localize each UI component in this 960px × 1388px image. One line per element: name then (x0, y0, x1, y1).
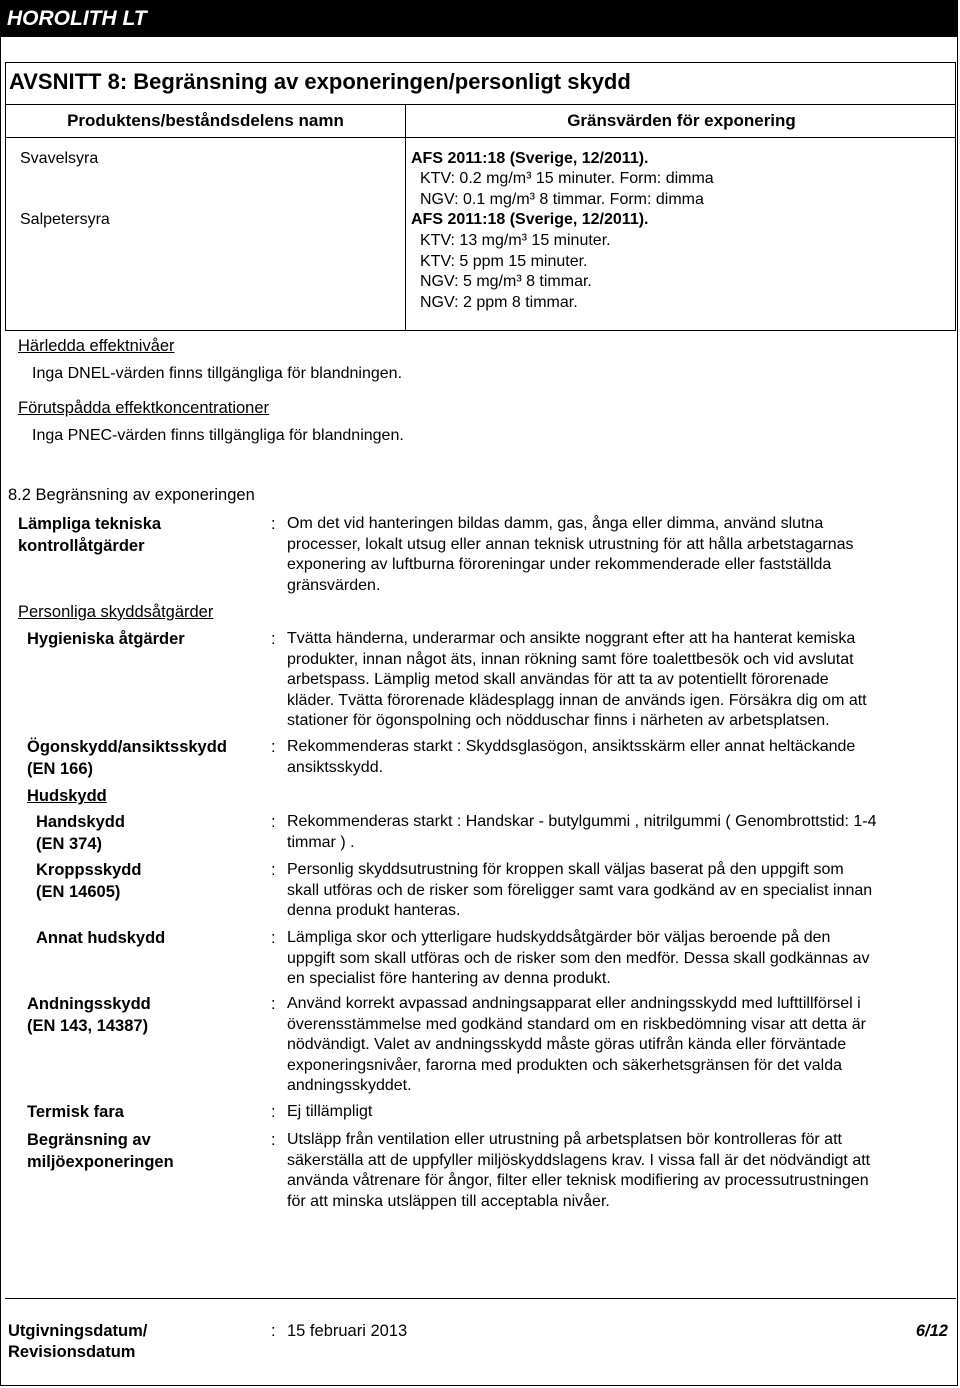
pnec-text: Inga PNEC-värden finns tillgängliga för blandningen. (32, 427, 404, 444)
eng-controls-text: Om det vid hanteringen bildas damm, gas, ånga eller dimma, använd slutna processer, lokalt utsug eller annan teknisk utrustning för att hålla arbetstagarnas exponering av luftburna föroreningar under rekommenderade eller fastställda gränsvärden. (287, 515, 854, 594)
eng-controls-label: kontrollåtgärder (18, 537, 145, 555)
limit-value: NGV: 0.1 mg/m³ 8 timmar. Form: dimma (420, 191, 704, 208)
eye-protection-label: (EN 166) (27, 760, 94, 778)
hand-protection-label: (EN 374) (36, 835, 103, 853)
separator-colon: : (271, 1103, 276, 1121)
separator-colon: : (271, 929, 276, 947)
body-protection-label: (EN 14605) (36, 883, 121, 901)
separator-colon: : (271, 1131, 276, 1149)
thermal-hazard-label: Termisk fara (27, 1103, 124, 1121)
eye-protection-text: Rekommenderas starkt : Skyddsglasögon, ansiktsskärm eller annat heltäckande ansiktsskydd. (287, 738, 856, 776)
respiratory-label: Andningsskydd (27, 995, 151, 1013)
respiratory-text: Använd korrekt avpassad andningsapparat eller andningsskydd med lufttillförsel i överensstämmelse med godkänd standard om en riskbedömning visar att detta är nödvändigt. Valet av andningsskydd måste göras utifrån kända eller förväntade exponeringsnivåer, farorna med produkten och säkerhetsgränsen för det valda andningsskyddet. (287, 995, 866, 1094)
exposure-heading: 8.2 Begränsning av exponeringen (8, 486, 255, 504)
dnel-heading: Härledda effektnivåer (18, 337, 175, 355)
env-exposure-label: miljöexponeringen (27, 1153, 174, 1171)
env-exposure-text: Utsläpp från ventilation eller utrustning på arbetsplatsen bör kontrolleras för att säkerställa att de uppfyller miljöskyddslagens krav. I vissa fall är det nödvändigt att använda våtrenare för ångor, filter eller teknisk modifiering av processutrustningen för att minska utsläppen till acceptabla nivåer. (287, 1131, 871, 1210)
thermal-hazard-text: Ej tillämpligt (287, 1103, 373, 1120)
component-name: Svavelsyra (20, 150, 99, 167)
skin-heading: Hudskydd (27, 787, 107, 805)
component-name: Salpetersyra (20, 211, 110, 228)
footer-label: Utgivningsdatum/ (8, 1322, 148, 1340)
separator-colon: : (271, 738, 276, 756)
table-header-component: Produktens/beståndsdelens namn (67, 111, 344, 130)
hygiene-label: Hygieniska åtgärder (27, 630, 185, 648)
limit-value: KTV: 5 ppm 15 minuter. (420, 253, 588, 270)
footer-colon: : (271, 1322, 276, 1340)
limit-value: NGV: 2 ppm 8 timmar. (420, 294, 578, 311)
body-protection-text: Personlig skyddsutrustning för kroppen skall väljas baserat på den uppgift som skall utföras och de risker som föreligger samt vara godkänd av en specialist innan denna produkt hanteras. (287, 861, 873, 919)
limit-value: NGV: 5 mg/m³ 8 timmar. (420, 273, 592, 290)
env-exposure-label: Begränsning av (27, 1131, 151, 1149)
body-protection-label: Kroppsskydd (36, 861, 142, 879)
limit-value: KTV: 13 mg/m³ 15 minuter. (420, 232, 611, 249)
eng-controls-label: Lämpliga tekniska (18, 515, 162, 533)
limit-source: AFS 2011:18 (Sverige, 12/2011). (411, 150, 649, 167)
hand-protection-text: Rekommenderas starkt : Handskar - butylgummi , nitrilgummi ( Genombrottstid: 1-4 timmar ) . (287, 813, 877, 851)
separator-colon: : (271, 995, 276, 1013)
exposure-limits-table (5, 104, 956, 331)
limit-source: AFS 2011:18 (Sverige, 12/2011). (411, 211, 649, 228)
product-header: HOROLITH LT (0, 0, 958, 37)
respiratory-label: (EN 143, 14387) (27, 1017, 149, 1035)
other-skin-label: Annat hudskydd (36, 929, 166, 947)
separator-colon: : (271, 515, 276, 533)
dnel-text: Inga DNEL-värden finns tillgängliga för blandningen. (32, 365, 403, 382)
revision-date: 15 februari 2013 (287, 1322, 408, 1340)
eye-protection-label: Ögonskydd/ansiktsskydd (27, 738, 227, 756)
hygiene-text: Tvätta händerna, underarmar och ansikte noggrant efter att ha hanterat kemiska produkter, innan något äts, innan rökning samt före toalettbesök och vid avslutat arbetspass. Lämplig metod skall användas för att ta av potentiellt förorenade kläder. Tvätta förorenade klädesplagg innan de används igen. Försäkra dig om att stationer för ögonspolning och nödduschar finns i närheten av arbetsplatsen. (287, 630, 867, 729)
footer-label: Revisionsdatum (8, 1343, 136, 1361)
section-title: AVSNITT 8: Begränsning av exponeringen/personligt skydd (5, 62, 956, 104)
pnec-heading: Förutspådda effektkoncentrationer (18, 399, 270, 417)
ppe-heading: Personliga skyddsåtgärder (18, 603, 214, 621)
separator-colon: : (271, 813, 276, 831)
limit-value: KTV: 0.2 mg/m³ 15 minuter. Form: dimma (420, 170, 714, 187)
other-skin-text: Lämpliga skor och ytterligare hudskyddsåtgärder bör väljas beroende på den uppgift som skall utföras och de risker som den medför. Dessa skall godkännas av en specialist före hantering av denna produkt. (287, 929, 870, 987)
separator-colon: : (271, 630, 276, 648)
page-number: 6/12 (915, 1322, 948, 1340)
footer-divider (5, 1298, 956, 1299)
hand-protection-label: Handskydd (36, 813, 125, 831)
table-header-limits: Gränsvärden för exponering (567, 111, 796, 130)
separator-colon: : (271, 861, 276, 879)
